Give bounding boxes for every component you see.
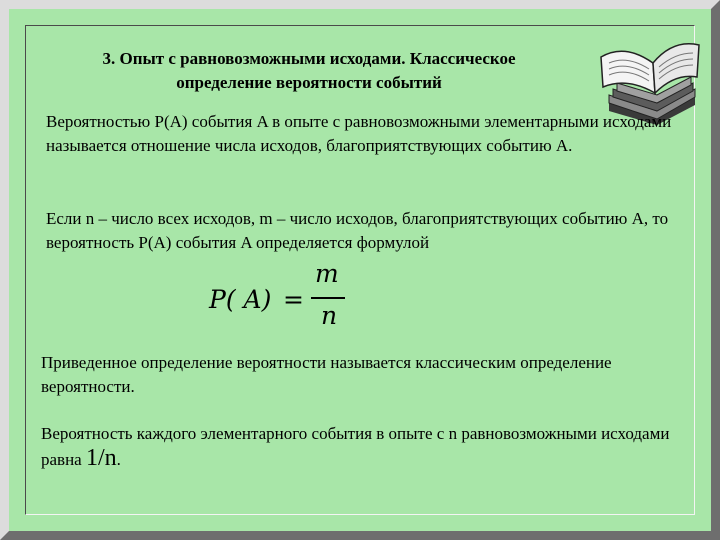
elementary-event-end: . bbox=[116, 450, 121, 469]
title-line-2: определение вероятности событий bbox=[176, 73, 442, 92]
formula-lhs: P( A) bbox=[209, 285, 272, 314]
elementary-event-text: Вероятность каждого элементарного события в опыте с n равновозможными исходами равна bbox=[41, 424, 670, 469]
variables-paragraph: Если n – число всех исходов, m – число исходов, благоприятствующих событию A, то вероятность P(A) события A определяется формулой bbox=[46, 209, 669, 252]
classical-definition-paragraph: Приведенное определение вероятности называется классическим определение вероятности. bbox=[41, 353, 612, 396]
formula-equals: = bbox=[283, 285, 304, 314]
formula-denominator: n bbox=[321, 301, 338, 330]
elementary-event-paragraph bbox=[41, 422, 691, 472]
formula-numerator: m bbox=[315, 259, 339, 288]
fraction-bar bbox=[311, 297, 345, 299]
definition-paragraph: Вероятностью P(A) события A в опыте с равновозможными элементарными исходами называется отношение числа исходов, благоприятствующих событию A. bbox=[46, 112, 672, 155]
title-line-1: 3. Опыт с равновозможными исходами. Классическое bbox=[102, 49, 516, 68]
slide-title bbox=[49, 47, 569, 95]
elementary-event-value: 1/n bbox=[85, 445, 117, 471]
